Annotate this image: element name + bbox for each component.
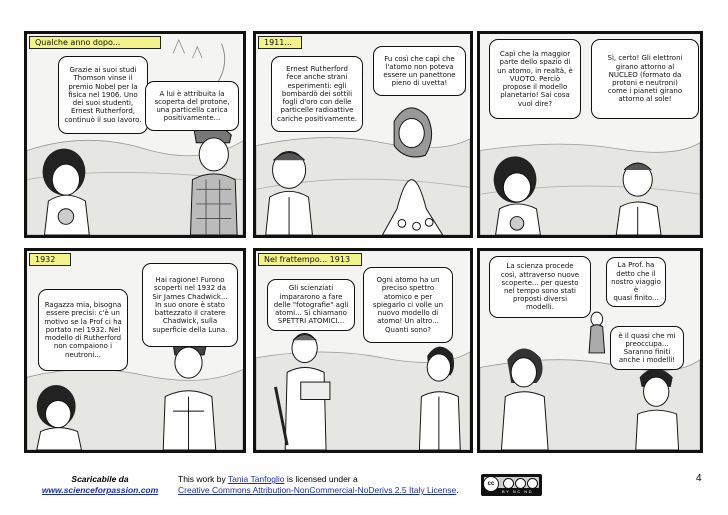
panel-6-bubble-3: è il quasi che mi preoccupa... Saranno finiti anche i modelli! xyxy=(610,326,684,370)
panel-4-bubble-2: Hai ragione! Furono scoperti nel 1932 da Sir James Chadwick... In suo onore è stato battezzato il cratere Chadwick, sulla superficie della Luna. xyxy=(142,263,238,347)
license-notice xyxy=(178,474,459,496)
comic-panel-5 xyxy=(253,248,473,453)
license-prefix: This work by xyxy=(178,474,228,484)
license-mid: is licensed under a xyxy=(284,474,358,484)
comic-panel-2 xyxy=(253,31,473,238)
comic-panel-1 xyxy=(24,31,246,238)
noderivs-icon xyxy=(527,478,538,489)
comic-panel-6 xyxy=(477,248,703,453)
comic-panel-3 xyxy=(477,31,703,238)
panel-5-bubble-1: Gli scienziati impararono a fare delle "fotografie" agli atomi... Si chiamano SPETTRI ATOMICI... xyxy=(267,279,355,331)
panel-5-caption: Nel frattempo... 1913 xyxy=(258,253,362,266)
page-number: 4 xyxy=(696,473,702,484)
woman-character xyxy=(501,349,548,450)
panel-1-bubble-2: A lui è attribuita la scoperta del protone, una particella carica positivamente... xyxy=(145,81,239,131)
panel-3-bubble-1: Capì che la maggior parte dello spazio di un atomo, in realtà, è VUOTO. Perciò propose il modello planetario! Sai cosa vuol dire? xyxy=(489,39,581,119)
boy-character xyxy=(190,125,237,235)
cc-badge-labels: BY NC ND xyxy=(502,489,534,494)
panel-6-bubble-2: La Prof. ha detto che il nostro viaggio è quasi finito... xyxy=(606,257,666,307)
license-link[interactable]: Creative Commons Attribution-NonCommercial-NoDerivs 2.5 Italy License xyxy=(178,485,457,495)
credit-site-link[interactable]: www.scienceforpassion.com xyxy=(41,485,159,495)
panel-6-bubble-1: La scienza procede così, attraverso nuove scoperte... per questo nel tempo sono stati proposti diversi modelli. xyxy=(489,256,591,318)
panel-1-caption: Qualche anno dopo... xyxy=(29,36,161,49)
small-figure xyxy=(589,312,605,353)
panel-4-caption: 1932 xyxy=(29,253,71,266)
panel-4-bubble-1: Ragazza mia, bisogna essere precisi: c'è un motivo se la Prof ci ha portato nel 1932. Nel modello di Rutherford non compaiono i neutroni... xyxy=(38,289,128,371)
panel-5-bubble-2: Ogni atomo ha un preciso spettro atomico e per spiegarlo ci volle un nuovo modello di atomo! Un altro... Quanti sono? xyxy=(363,267,453,343)
panel-2-bubble-1: Ernest Rutherford fece anche strani esperimenti: egli bombardò dei sottili fogli d'oro con delle particelle radioattive cariche positivamente. xyxy=(271,56,363,132)
credit-label: Scaricabile da xyxy=(71,474,129,484)
cc-license-badge[interactable] xyxy=(481,474,542,496)
download-credit xyxy=(30,474,170,496)
noncommercial-icon xyxy=(515,478,526,489)
author-link[interactable]: Tania Tanfoglio xyxy=(227,474,285,484)
cc-logo-icon: cc xyxy=(483,476,499,492)
panel-1-bubble-1: Grazie ai suoi studi Thomson vinse il premio Nobel per la fisica nel 1906. Uno dei suoi studenti, Ernest Rutherford, continuò il suo lavoro. xyxy=(58,56,148,134)
attribution-icon xyxy=(503,478,514,489)
license-suffix: . xyxy=(456,485,459,495)
panel-3-bubble-2: Sì, certo! Gli elettroni girano attorno al NUCLEO (formato da protoni e neutroni) come i pianeti girano attorno al sole! xyxy=(591,39,699,119)
comic-panel-4 xyxy=(24,248,246,453)
panel-2-caption: 1911... xyxy=(258,36,302,49)
panel-2-bubble-2: Fu così che capì che l'atomo non poteva essere un panettone pieno di uvetta! xyxy=(373,46,466,96)
